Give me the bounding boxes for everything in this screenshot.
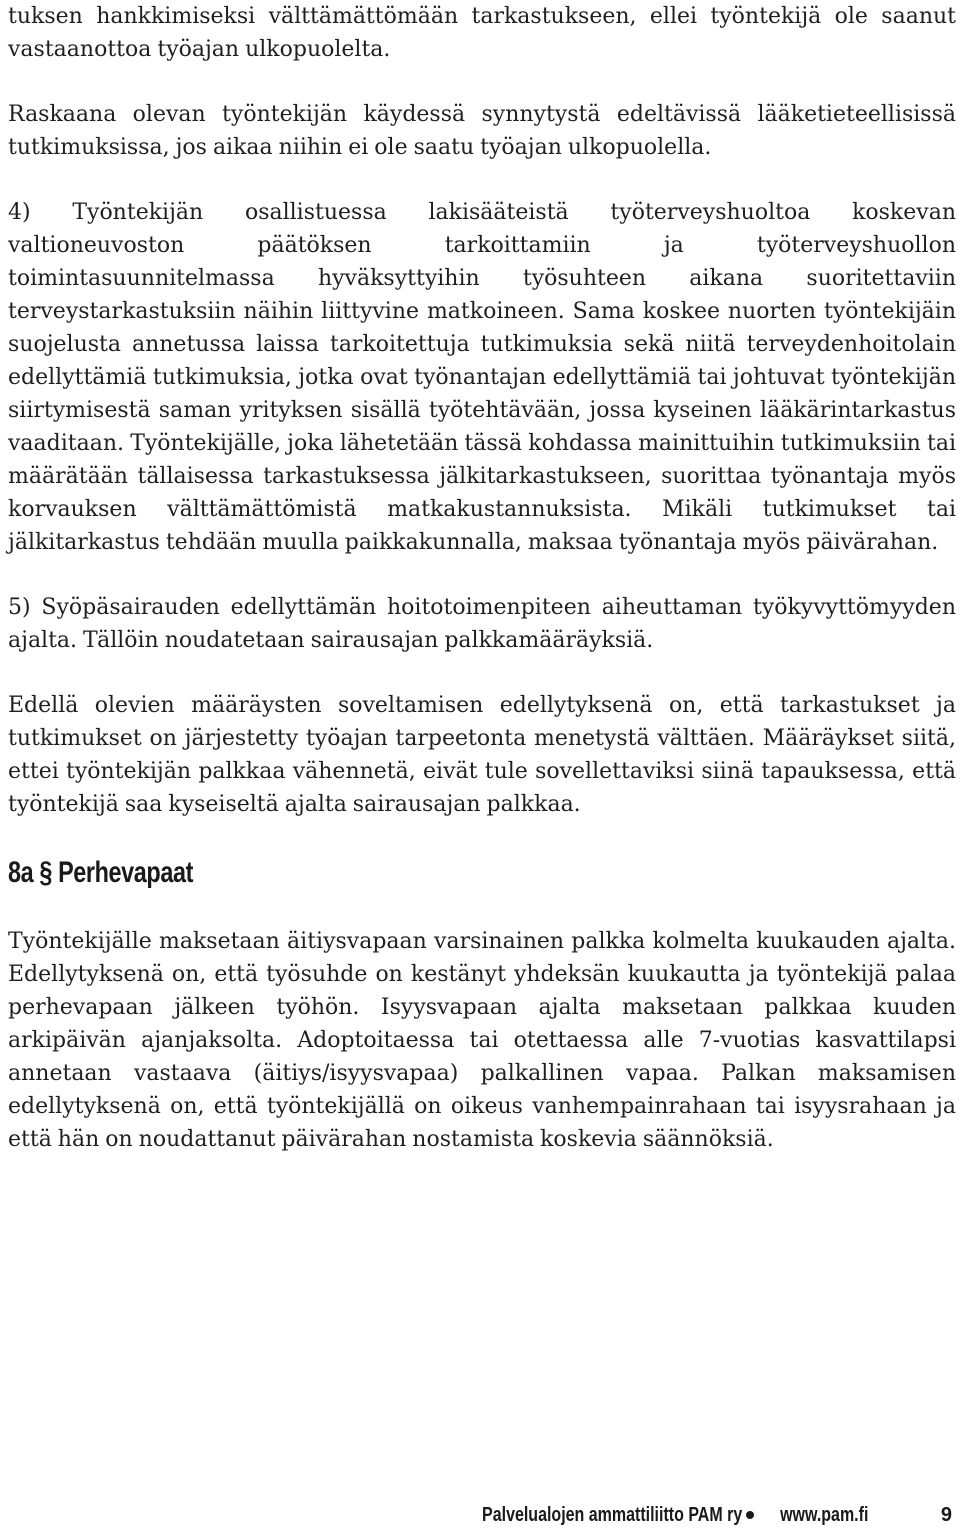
- section-paragraph: Työntekijälle maksetaan äitiysvapaan varsinainen palkka kolmelta kuukauden ajalta. Edellytyksenä on, että työsuhde on kestänyt yhdeksän kuukautta ja työntekijä palaa perhevapaan jälkeen työhön. Isyysvapaan ajalta maksetaan palkkaa kuuden arkipäivän ajanjaksolta. Adoptoitaessa tai otettaessa alle 7-vuotias kasvattilapsi annetaan vastaava (äitiys/isyysvapaa) palkallinen vapaa. Palkan maksamisen edellytyksenä on, että työntekijällä on oikeus vanhempainrahaan tai isyysrahaan ja että hän on noudattanut päivärahan nostamista koskevia säännöksiä.: [8, 929, 956, 1152]
- footer-website-wrap: [781, 1502, 869, 1528]
- document-page: [8, 0, 956, 1156]
- page-number: 9: [940, 1504, 952, 1526]
- paragraph-spacer: [8, 66, 956, 98]
- paragraph-spacer: [8, 559, 956, 591]
- paragraph-spacer: [8, 657, 956, 689]
- footer-organization-name: Palvelualojen ammattiliitto PAM ry: [482, 1504, 743, 1526]
- footer-website: www.pam.fi: [780, 1504, 869, 1526]
- paragraph: 4) Työntekijän osallistuessa lakisääteistä työterveyshuoltoa koskevan valtioneuvoston päätöksen tarkoittamiin ja työterveyshuollon toimintasuunnitelmassa hyväksyttyihin työsuhteen aikana suoritettaviin terveystarkastuksiin näihin liittyvine matkoineen. Sama koskee nuorten työntekijäin suojelusta annetussa laissa tarkoitettuja tutkimuksia sekä niitä terveydenhoitolain edellyttämiä tutkimuksia, jotka ovat työnantajan edellyttämiä tai johtuvat työntekijän siirtymisestä saman yrityksen sisällä työtehtävään, jossa kyseinen lääkärintarkastus vaaditaan. Työntekijälle, joka lähetetään tässä kohdassa mainittuihin tutkimuksiin tai määrätään tällaisessa tarkastuksessa jälkitarkastukseen, suorittaa työnantaja myös korvauksen välttämättömistä matkakustannuksista. Mikäli tutkimukset tai jälkitarkastus tehdään muulla paikkakunnalla, maksaa työnantaja myös päivärahan.: [8, 200, 956, 555]
- footer-organization: [482, 1502, 742, 1528]
- paragraph-spacer: [8, 164, 956, 196]
- section-heading: 8a § Perhevapaat: [8, 856, 193, 889]
- section-spacer: [8, 821, 956, 853]
- paragraph: Raskaana olevan työntekijän käydessä synnytystä edeltävissä lääketieteellisissä tutkimuksissa, jos aikaa niihin ei ole saatu työajan ulkopuolella.: [8, 102, 956, 160]
- paragraph: Edellä olevien määräysten soveltamisen edellytyksenä on, että tarkastukset ja tutkimukset on järjestetty työajan tarpeetonta menetystä välttäen. Määräykset siitä, ettei työntekijän palkkaa vähennetä, eivät tule sovellettaviksi siinä tapauksessa, että työntekijä saa kyseiseltä ajalta sairausajan palkkaa.: [8, 693, 956, 817]
- section-spacer: [8, 893, 956, 925]
- bullet-separator-icon: [746, 1511, 754, 1519]
- paragraph: tuksen hankkimiseksi välttämättömään tarkastukseen, ellei työntekijä ole saanut vastaanottoa työajan ulkopuolelta.: [8, 4, 956, 62]
- page-footer: [417, 1502, 952, 1528]
- paragraph: 5) Syöpäsairauden edellyttämän hoitotoimenpiteen aiheuttaman työkyvyttömyyden ajalta. Tällöin noudatetaan sairausajan palkkamääräyksiä.: [8, 595, 956, 653]
